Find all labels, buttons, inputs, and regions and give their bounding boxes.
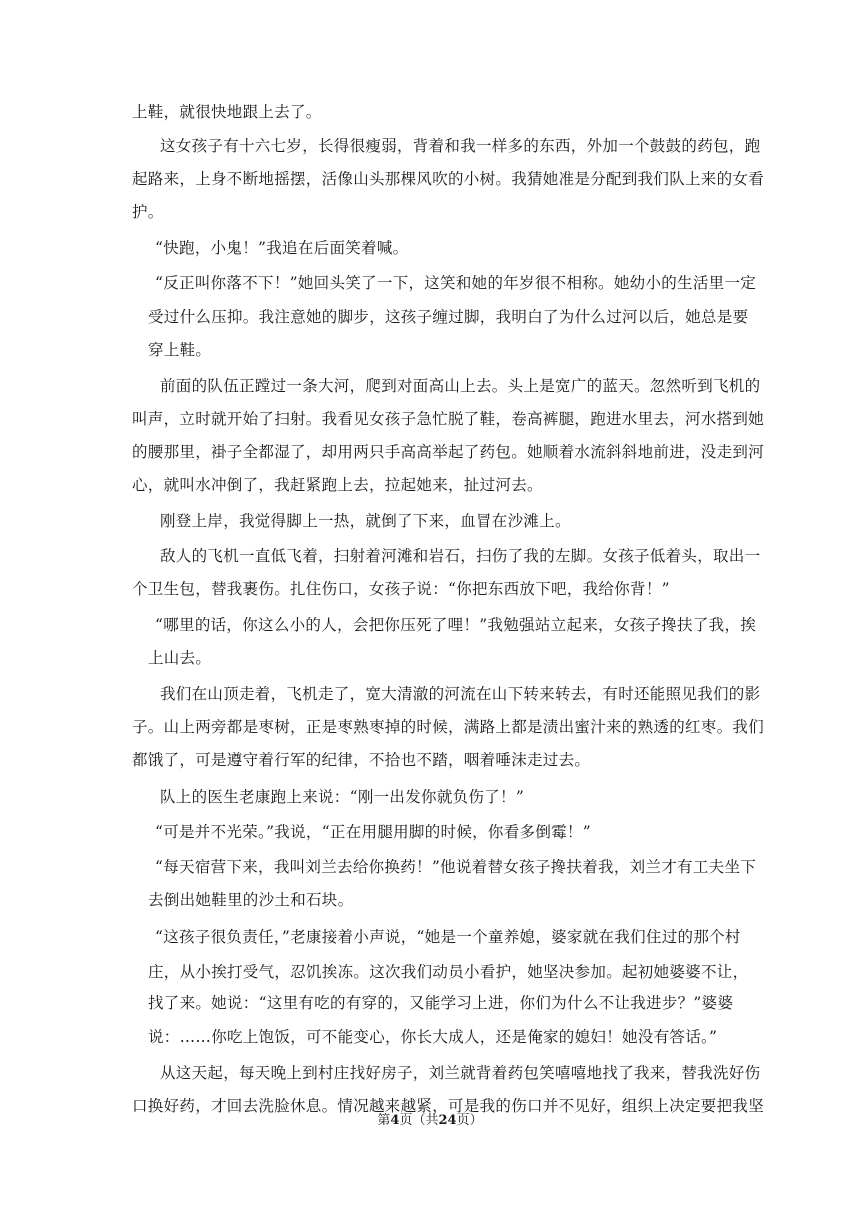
text-line: 子。山上两旁都是枣树，正是枣熟枣掉的时候，满路上都是渍出蜜汁来的熟透的红枣。我们 — [132, 718, 765, 736]
text-line: “可是并不光荣。”我说，“正在用腿用脚的时候，你看多倒霉！” — [155, 823, 591, 841]
text-line: “快跑，小鬼！”我追在后面笑着喊。 — [155, 239, 409, 257]
text-line: 这女孩子有十六七岁，长得很瘦弱，背着和我一样多的东西，外加一个鼓鼓的药包，跑 — [160, 137, 761, 155]
text-line: “每天宿营下来，我叫刘兰去给你换药！”他说着替女孩子搀扶着我，刘兰才有工夫坐下 — [155, 858, 757, 876]
page-number: 4 — [390, 1113, 400, 1128]
text-line: 个卫生包，替我裹伤。扎住伤口，女孩子说：“你把东西放下吧，我给你背！” — [132, 580, 670, 598]
text-line: 从这天起，每天晚上到村庄找好房子，刘兰就背着药包笑嘻嘻地找了我来，替我洗好伤 — [160, 1064, 761, 1082]
text-line: “哪里的话，你这么小的人，会把你压死了哩！”我勉强站立起来，女孩子搀扶了我，挨 — [155, 616, 757, 634]
text-line: 上山去。 — [148, 649, 212, 667]
text-line: 都饿了，可是遵守着行军的纪律，不拾也不踏，咽着唾沫走过去。 — [132, 751, 591, 769]
text-line: 庄，从小挨打受气，忍饥挨冻。这次我们动员小看护，她坚决参加。起初她婆婆不让， — [148, 963, 749, 981]
text-line: 队上的医生老康跑上来说：“刚一出发你就负伤了！” — [160, 788, 525, 806]
text-line: “反正叫你落不下！”她回头笑了一下，这笑和她的年岁很不相称。她幼小的生活里一定 — [155, 274, 757, 292]
text-line: 我们在山顶走着，飞机走了，宽大清澈的河流在山下转来转去，有时还能照见我们的影 — [160, 685, 761, 703]
text-line: 上鞋，就很快地跟上去了。 — [132, 103, 322, 121]
text-line: 说：……你吃上饱饭，可不能变心，你长大成人，还是俺家的媳妇！她没有答话。” — [148, 1028, 718, 1046]
text-line: 口换好药，才回去洗脸休息。情况越来越紧，可是我的伤口并不见好，组织上决定要把我坚 — [132, 1097, 765, 1115]
text-line: 去倒出她鞋里的沙土和石块。 — [148, 891, 354, 909]
text-line: 前面的队伍正蹚过一条大河，爬到对面高山上去。头上是宽广的蓝天。忽然听到飞机的 — [160, 377, 761, 395]
text-line: “这孩子很负责任，”老康接着小声说，“她是一个童养媳，婆家就在我们住过的那个村 — [155, 928, 741, 946]
text-line: 找了来。她说：“这里有吃的有穿的，又能学习上进，你们为什么不让我进步？”婆婆 — [148, 994, 734, 1012]
footer-prefix: 第 — [377, 1113, 391, 1128]
footer-middle: 页（共 — [399, 1113, 439, 1128]
text-line: 穿上鞋。 — [148, 341, 212, 359]
text-line: 敌人的飞机一直低飞着，扫射着河滩和岩石，扫伤了我的左脚。女孩子低着头，取出一 — [160, 547, 761, 565]
text-line: 刚登上岸，我觉得脚上一热，就倒了下来，血冒在沙滩上。 — [160, 512, 571, 530]
text-line: 起路来，上身不断地摇摆，活像山头那棵风吹的小树。我猜她准是分配到我们队上来的女看 — [132, 170, 765, 188]
text-line: 的腰那里，褂子全都湿了，却用两只手高高举起了药包。她顺着水流斜斜地前进，没走到河 — [132, 443, 765, 461]
text-line: 护。 — [132, 203, 164, 221]
text-line: 受过什么压抑。我注意她的脚步，这孩子缠过脚，我明白了为什么过河以后，她总是要 — [148, 308, 749, 326]
footer-suffix: 页） — [456, 1113, 483, 1128]
page-footer — [0, 1112, 860, 1130]
total-pages: 24 — [438, 1113, 457, 1128]
text-line: 叫声，立时就开始了扫射。我看见女孩子急忙脱了鞋，卷高裤腿，跑进水里去，河水搭到她 — [132, 410, 765, 428]
text-line: 心，就叫水冲倒了，我赶紧跑上去，拉起她来，扯过河去。 — [132, 476, 543, 494]
